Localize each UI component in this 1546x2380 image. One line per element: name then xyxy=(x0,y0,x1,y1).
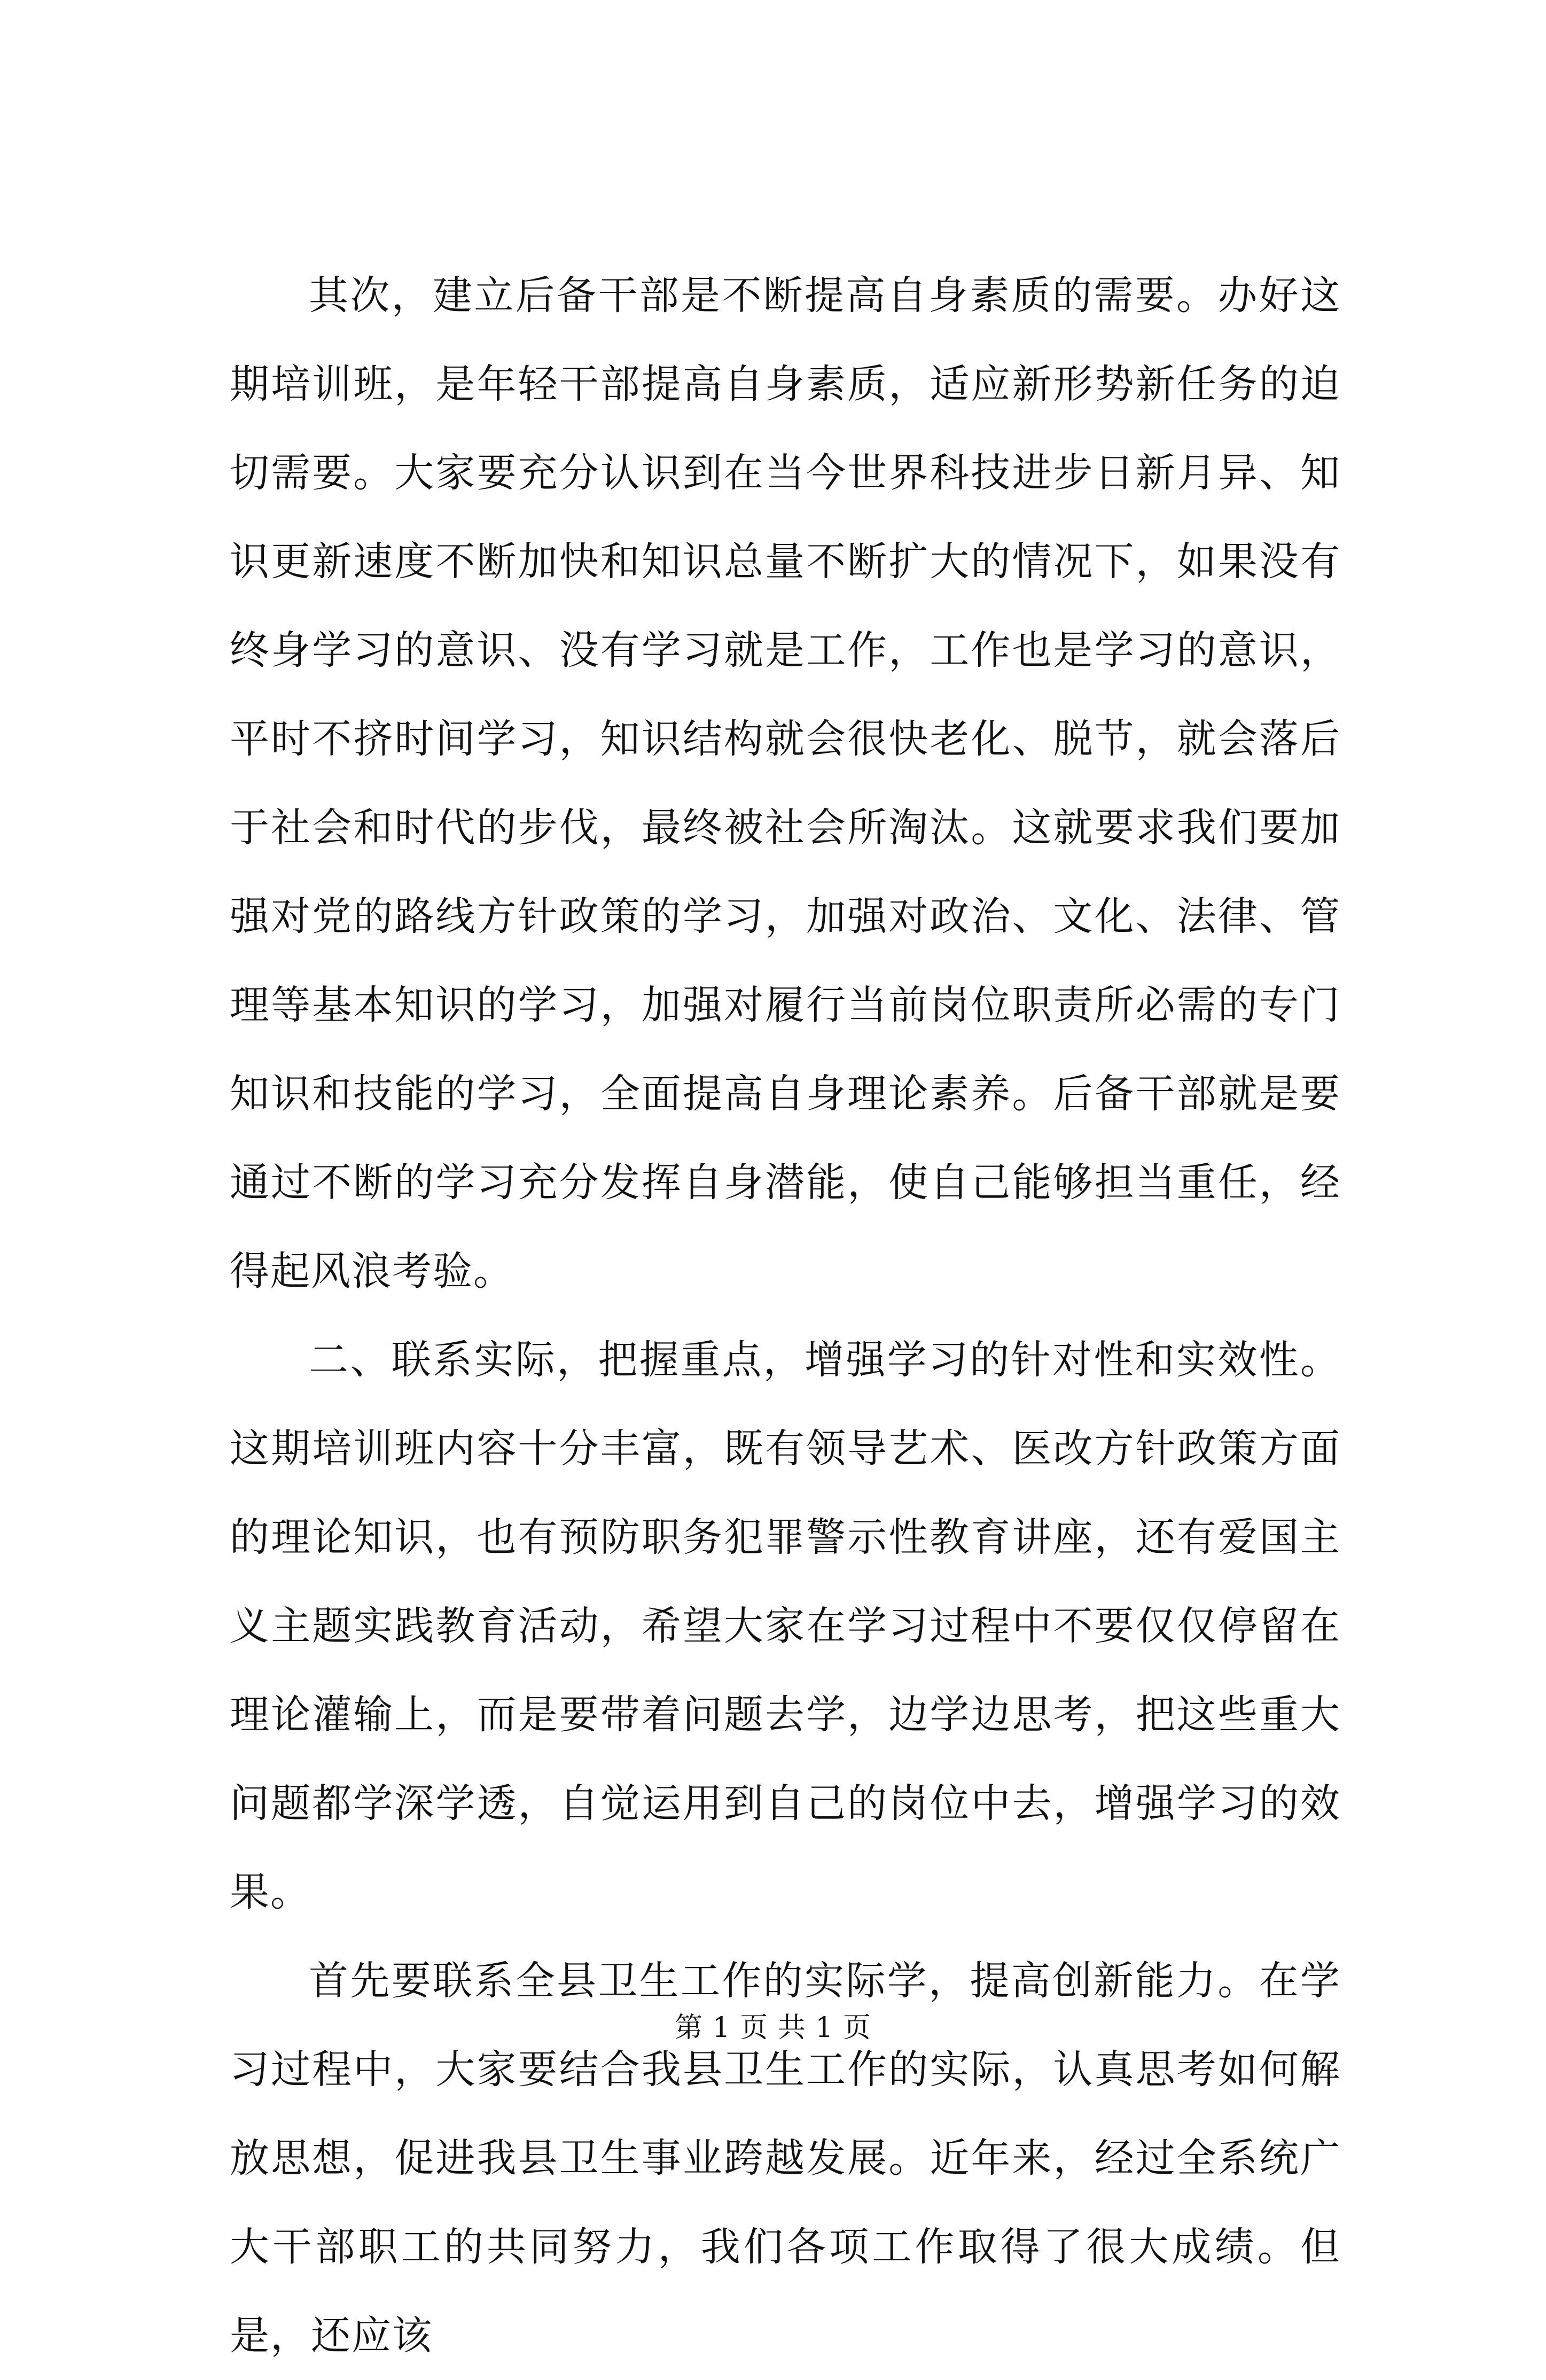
document-body xyxy=(230,251,1341,2380)
paragraph-1: 其次，建立后备干部是不断提高自身素质的需要。办好这期培训班，是年轻干部提高自身素质，适应新形势新任务的迫切需要。大家要充分认识到在当今世界科技进步日新月异、知识更新速度不断加快和知识总量不断扩大的情况下，如果没有终身学习的意识、没有学习就是工作，工作也是学习的意识，平时不挤时间学习，知识结构就会很快老化、脱节，就会落后于社会和时代的步伐，最终被社会所淘汰。这就要求我们要加强对党的路线方针政策的学习，加强对政治、文化、法律、管理等基本知识的学习，加强对履行当前岗位职责所必需的专门知识和技能的学习，全面提高自身理论素养。后备干部就是要通过不断的学习充分发挥自身潜能，使自己能够担当重任，经得起风浪考验。 xyxy=(230,273,1341,1294)
paragraph-2: 二、联系实际，把握重点，增强学习的针对性和实效性。这期培训班内容十分丰富，既有领导艺术、医改方针政策方面的理论知识，也有预防职务犯罪警示性教育讲座，还有爱国主义主题实践教育活动，希望大家在学习过程中不要仅仅停留在理论灌输上，而是要带着问题去学，边学边思考，把这些重大问题都学深学透，自觉运用到自己的岗位中去，增强学习的效果。 xyxy=(230,1337,1341,1915)
paragraph-3: 首先要联系全县卫生工作的实际学，提高创新能力。在学习过程中，大家要结合我县卫生工作的实际，认真思考如何解放思想，促进我县卫生事业跨越发展。近年来，经过全系统广大干部职工的共同努力，我们各项工作取得了很大成绩。但是，还应该 xyxy=(230,1958,1341,2359)
page-footer: 第 1 页 共 1 页 xyxy=(675,2012,871,2044)
